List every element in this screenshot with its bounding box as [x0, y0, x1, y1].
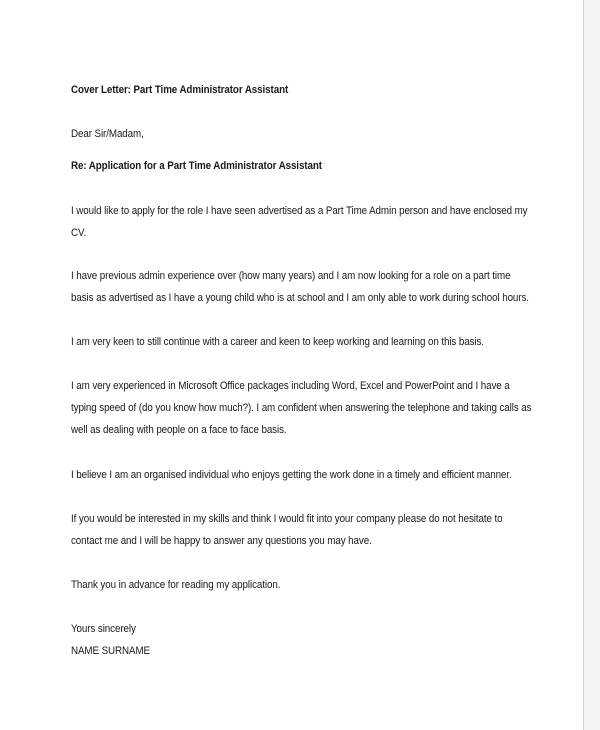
paragraph-7-line-1: Thank you in advance for reading my application.: [71, 579, 281, 591]
paragraph-4-line-2: typing speed of (do you know how much?). I am confident when answering the telephone and taking calls as: [71, 402, 532, 414]
paragraph-4-line-3: well as dealing with people on a face to face basis.: [71, 424, 287, 436]
paragraph-3-line-1: I am very keen to still continue with a career and keen to keep working and learning on this basis.: [71, 336, 484, 348]
paragraph-2-line-2: basis as advertised as I have a young child who is at school and I am only able to work during school hours.: [71, 292, 529, 304]
paragraph-6-line-1: If you would be interested in my skills and think I would fit into your company please do not hesitate to: [71, 513, 503, 525]
paragraph-4-line-1: I am very experienced in Microsoft Office packages including Word, Excel and PowerPoint and I have a: [71, 380, 510, 392]
paragraph-1-line-2: CV.: [71, 227, 87, 239]
paragraph-1-line-1: I would like to apply for the role I have seen advertised as a Part Time Admin person and have enclosed my: [71, 205, 528, 217]
letter-title: Cover Letter: Part Time Administrator Assistant: [71, 84, 289, 96]
page-gutter: [584, 0, 600, 730]
paragraph-5-line-1: I believe I am an organised individual who enjoys getting the work done in a timely and efficient manner.: [71, 469, 512, 481]
subject-line: Re: Application for a Part Time Administrator Assistant: [71, 160, 322, 172]
salutation: Dear Sir/Madam,: [71, 128, 144, 140]
paragraph-6-line-2: contact me and I will be happy to answer any questions you may have.: [71, 535, 372, 547]
paragraph-2-line-1: I have previous admin experience over (how many years) and I am now looking for a role on a part time: [71, 270, 511, 282]
closing: Yours sincerely: [71, 623, 136, 635]
signature-name: NAME SURNAME: [71, 645, 150, 657]
